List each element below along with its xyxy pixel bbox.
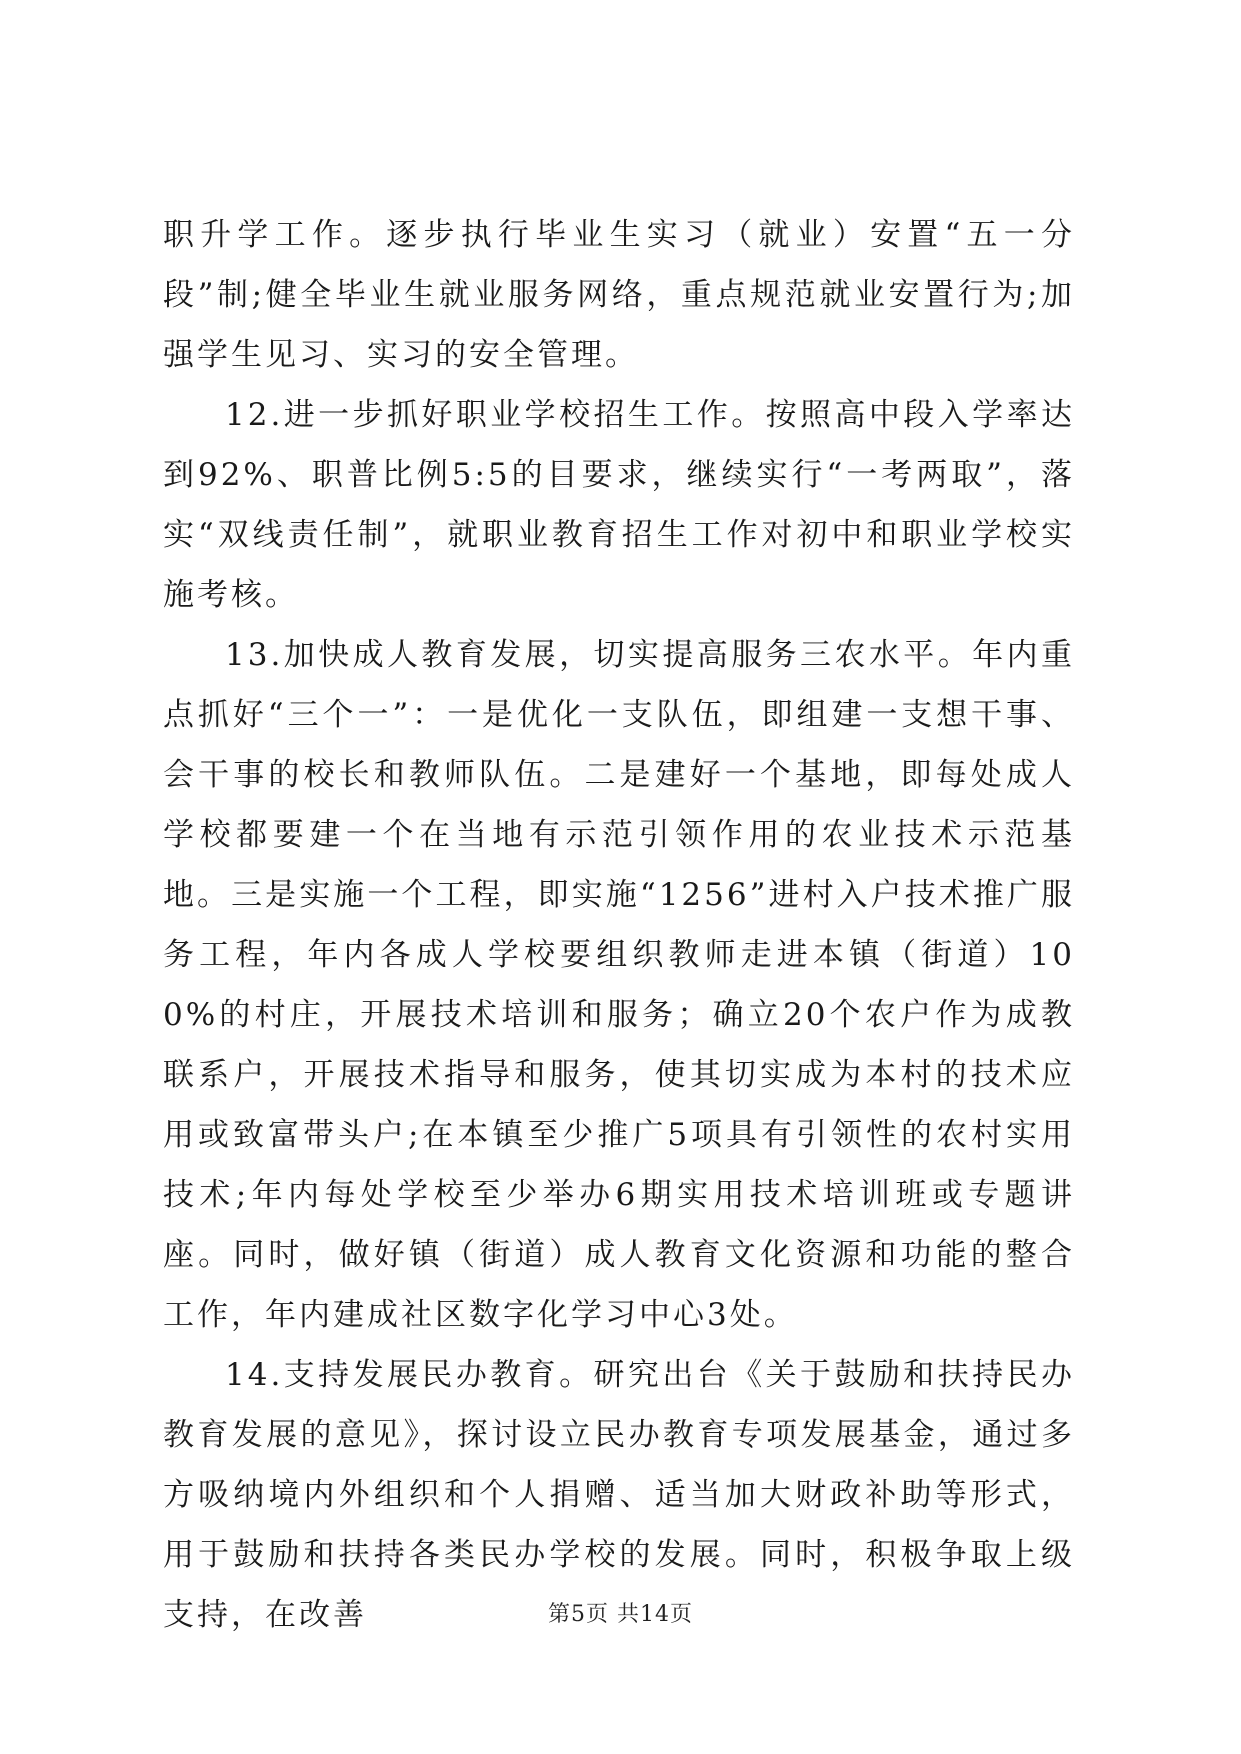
paragraph-item-14: 14.支持发展民办教育。研究出台《关于鼓励和扶持民办教育发展的意见》，探讨设立民办教育专项发展基金，通过多方吸纳境内外组织和个人捐赠、适当加大财政补助等形式，用于鼓励和扶持各类民办学校的发展。同时，积极争取上级支持，在改善: [163, 1357, 1075, 1633]
page-number: 第5页 共14页: [548, 1602, 693, 1627]
paragraph-item-13: 13.加快成人教育发展，切实提高服务三农水平。年内重点抓好“三个一”：一是优化一支队伍，即组建一支想干事、会干事的校长和教师队伍。二是建好一个基地，即每处成人学校都要建一个在当地有示范引领作用的农业技术示范基地。三是实施一个工程，即实施“1256”进村入户技术推广服务工程，年内各成人学校要组织教师走进本镇（街道）100%的村庄，开展技术培训和服务；确立20个农户作为成教联系户，开展技术指导和服务，使其切实成为本村的技术应用或致富带头户;在本镇至少推广5项具有引领性的农村实用技术;年内每处学校至少举办6期实用技术培训班或专题讲座。同时，做好镇（街道）成人教育文化资源和功能的整合工作，年内建成社区数字化学习中心3处。: [163, 637, 1075, 1333]
document-body: [163, 205, 1075, 1645]
paragraph-item-12: 12.进一步抓好职业学校招生工作。按照高中段入学率达到92%、职普比例5:5的目要求，继续实行“一考两取”，落实“双线责任制”，就职业教育招生工作对初中和职业学校实施考核。: [163, 397, 1075, 613]
page-footer: [0, 1600, 1241, 1630]
paragraph-continued: 职升学工作。逐步执行毕业生实习（就业）安置“五一分段”制;健全毕业生就业服务网络，重点规范就业安置行为;加强学生见习、实习的安全管理。: [163, 217, 1075, 373]
